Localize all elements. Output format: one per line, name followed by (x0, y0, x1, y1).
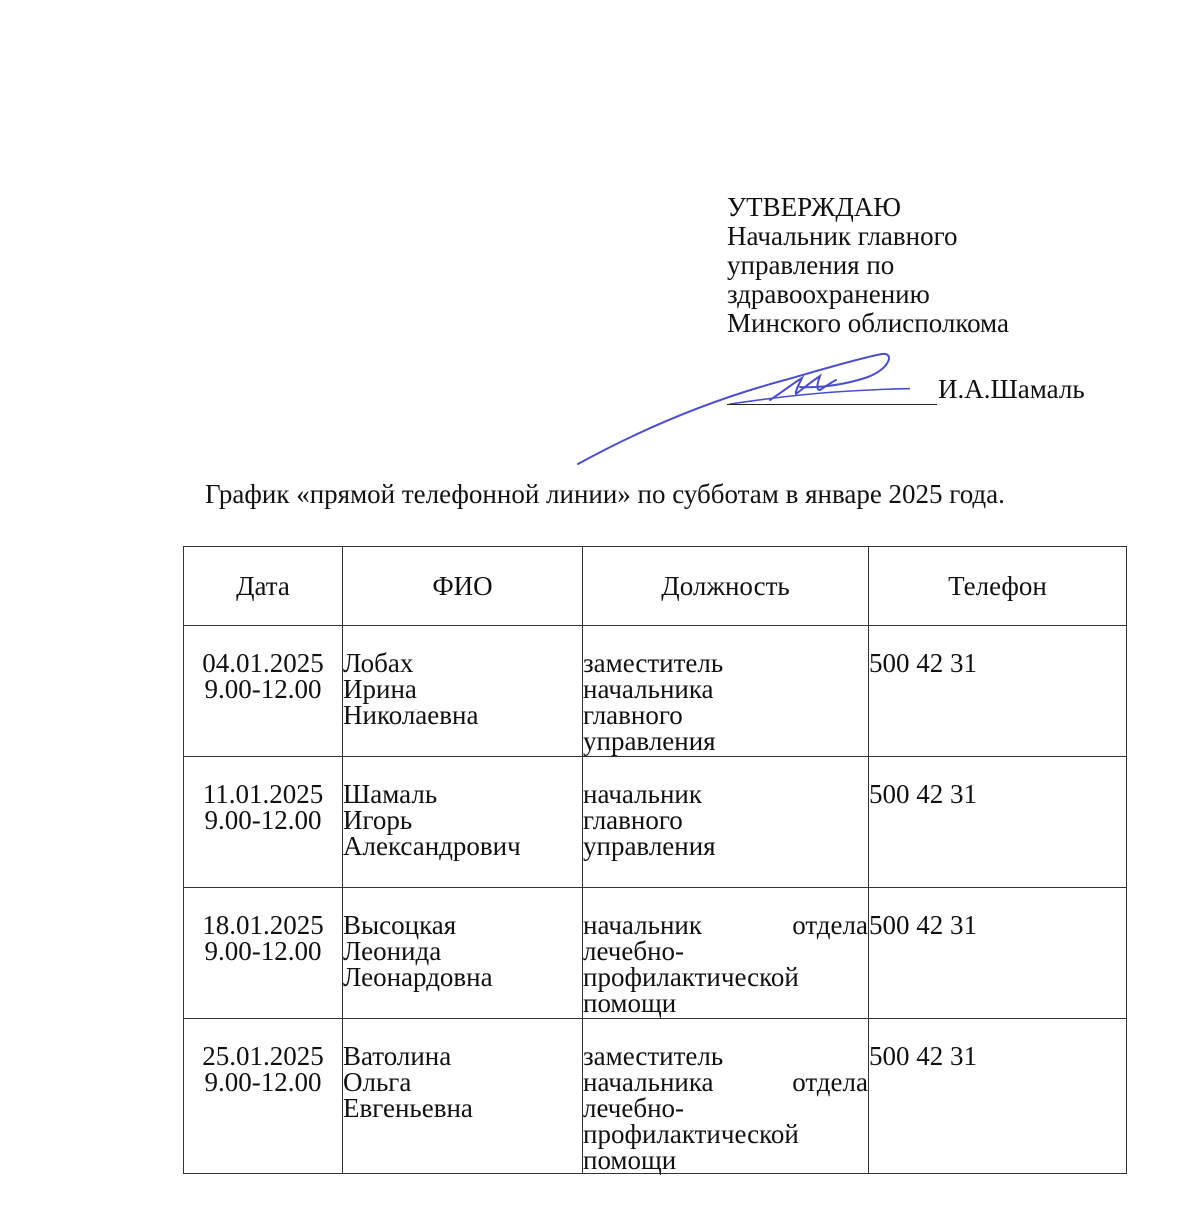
patronymic: Николаевна (343, 700, 479, 730)
position-line (583, 1069, 868, 1095)
column-header-phone: Телефон (869, 547, 1127, 626)
position-word: начальник (583, 910, 702, 940)
first-name: Леонида (343, 936, 442, 966)
phone-cell: 500 42 31 (869, 888, 1127, 1019)
time-value: 9.00-12.00 (204, 936, 322, 966)
time-value: 9.00-12.00 (204, 805, 322, 835)
time-value: 9.00-12.00 (204, 1067, 322, 1097)
approval-block (727, 193, 1167, 338)
signature-line (727, 404, 937, 405)
position-word: отдела (792, 1067, 868, 1097)
approval-line: здравоохранению (727, 279, 930, 309)
date-cell (184, 1019, 343, 1174)
handwritten-signature (570, 340, 910, 470)
position-line: главного (583, 700, 683, 730)
patronymic: Александрович (343, 831, 521, 861)
date-cell (184, 888, 343, 1019)
date-cell (184, 757, 343, 888)
surname: Ватолина (343, 1041, 452, 1071)
approval-line: Начальник главного (727, 221, 958, 251)
column-header-position: Должность (583, 547, 869, 626)
position-cell (583, 888, 869, 1019)
date-value: 25.01.2025 (202, 1041, 324, 1071)
schedule-table (183, 546, 1127, 1174)
phone-cell: 500 42 31 (869, 1019, 1127, 1174)
position-line: лечебно- (583, 936, 685, 966)
patronymic: Леонардовна (343, 962, 493, 992)
surname: Высоцкая (343, 910, 457, 940)
approval-line: Минского облисполкома (727, 308, 1009, 338)
position-line: помощи (583, 988, 677, 1018)
position-line (583, 912, 868, 938)
date-value: 11.01.2025 (202, 779, 324, 809)
phone-cell: 500 42 31 (869, 757, 1127, 888)
position-word: отдела (792, 910, 868, 940)
position-line: профилактической (583, 1119, 799, 1149)
table-row (184, 757, 1127, 888)
date-value: 18.01.2025 (202, 910, 324, 940)
position-cell (583, 757, 869, 888)
surname: Шамаль (343, 779, 438, 809)
name-cell (343, 757, 583, 888)
approval-heading: УТВЕРЖДАЮ (727, 192, 902, 222)
time-value: 9.00-12.00 (204, 674, 322, 704)
table-row (184, 1019, 1127, 1174)
first-name: Ирина (343, 674, 417, 704)
first-name: Ольга (343, 1067, 412, 1097)
surname: Лобах (343, 648, 414, 678)
name-cell (343, 1019, 583, 1174)
first-name: Игорь (343, 805, 413, 835)
column-header-date: Дата (184, 547, 343, 626)
position-line: начальник (583, 779, 702, 809)
position-word: начальника (583, 1067, 714, 1097)
date-cell (184, 626, 343, 757)
position-line: профилактической (583, 962, 799, 992)
phone-cell: 500 42 31 (869, 626, 1127, 757)
position-line: помощи (583, 1145, 677, 1175)
table-header-row (184, 547, 1127, 626)
document-title: График «прямой телефонной линии» по субботам в январе 2025 года. (205, 479, 1005, 509)
position-line: управления (583, 726, 716, 756)
name-cell (343, 626, 583, 757)
position-line: лечебно- (583, 1093, 685, 1123)
patronymic: Евгеньевна (343, 1093, 473, 1123)
position-cell (583, 1019, 869, 1174)
position-line: управления (583, 831, 716, 861)
position-line: главного (583, 805, 683, 835)
date-value: 04.01.2025 (202, 648, 324, 678)
position-line: заместитель (583, 648, 724, 678)
signer-name: И.А.Шамаль (938, 374, 1085, 404)
position-cell (583, 626, 869, 757)
table-row (184, 626, 1127, 757)
table-row (184, 888, 1127, 1019)
approval-line: управления по (727, 250, 895, 280)
position-line: заместитель (583, 1041, 724, 1071)
column-header-name: ФИО (343, 547, 583, 626)
position-line: начальника (583, 674, 714, 704)
name-cell (343, 888, 583, 1019)
